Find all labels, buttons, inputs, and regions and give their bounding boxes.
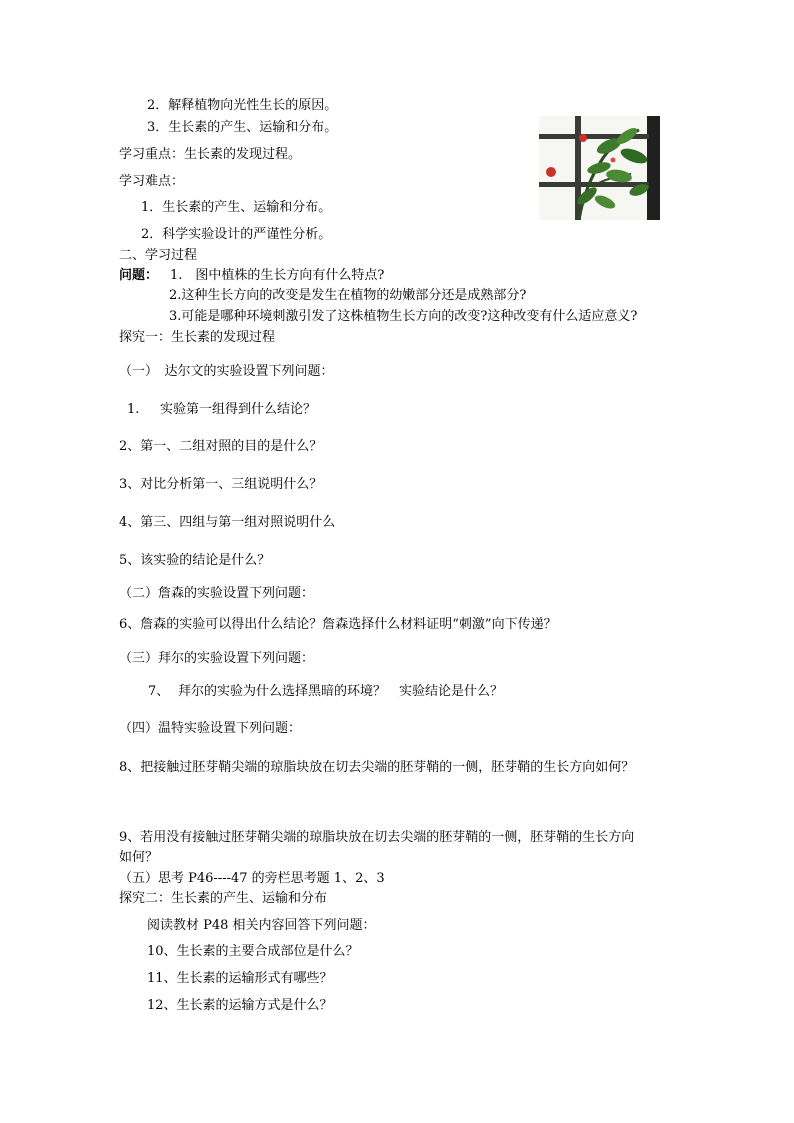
- darwin-question-5: 5、该实验的结论是什么？: [119, 553, 271, 568]
- difficulty-item-1: 1．生长素的产生、运输和分布。: [141, 200, 332, 215]
- question-9-line-2: 如何？: [119, 850, 159, 865]
- darwin-question-3: 3、对比分析第一、三组说明什么？: [119, 477, 323, 492]
- key-point: 学习重点：生长素的发现过程。: [119, 147, 302, 162]
- darwin-heading: （一） 达尔文的实验设置下列问题：: [119, 364, 334, 379]
- question-11: 11、生长素的运输形式有哪些？: [147, 971, 333, 986]
- question-6: 6、詹森的实验可以得出什么结论？詹森选择什么材料证明“刺激”向下传递？: [119, 617, 557, 632]
- darwin-question-2: 2、第一、二组对照的目的是什么？: [119, 439, 323, 454]
- section-2-title: 二、学习过程: [119, 248, 198, 263]
- went-heading: （四）温特实验设置下列问题：: [119, 721, 302, 736]
- plant-phototropism-photo: [539, 116, 660, 220]
- darwin-question-4: 4、第三、四组与第一组对照说明什么: [119, 515, 336, 530]
- explore-1-title: 探究一：生长素的发现过程: [119, 330, 276, 345]
- question-8: 8、把接触过胚芽鞘尖端的琼脂块放在切去尖端的胚芽鞘的一侧，胚芽鞘的生长方向如何？: [119, 760, 635, 775]
- question-label: 问题：: [119, 268, 159, 283]
- objective-item-3: 3．生长素的产生、运输和分布。: [147, 120, 338, 135]
- darwin-question-1-number: 1.: [127, 402, 140, 417]
- question-2: 2.这种生长方向的改变是发生在植物的幼嫩部分还是成熟部分?: [169, 288, 527, 303]
- question-7: 拜尔的实验为什么选择黑暗的环境？ 实验结论是什么？: [178, 684, 504, 699]
- question-9-line-1: 9、若用没有接触过胚芽鞘尖端的琼脂块放在切去尖端的胚芽鞘的一侧，胚芽鞘的生长方向: [119, 830, 635, 845]
- darwin-question-1: 实验第一组得到什么结论？: [160, 402, 317, 417]
- question-12: 12、生长素的运输方式是什么？: [147, 998, 333, 1013]
- difficulty-item-2: 2．科学实验设计的严谨性分析。: [141, 227, 332, 242]
- read-instruction: 阅读教材 P48 相关内容回答下列问题：: [147, 918, 376, 933]
- question-3: 3.可能是哪种环境刺激引发了这株植物生长方向的改变?这种改变有什么适应意义?: [169, 309, 638, 324]
- objective-item-2: 2．解释植物向光性生长的原因。: [147, 98, 338, 113]
- think-heading: （五）思考 P46----47 的旁栏思考题 1、2、3: [119, 871, 385, 886]
- question-1: 1. 图中植株的生长方向有什么特点?: [170, 268, 385, 283]
- difficulty-title: 学习难点：: [119, 174, 185, 189]
- question-10: 10、生长素的主要合成部位是什么？: [147, 944, 359, 959]
- paal-heading: （三）拜尔的实验设置下列问题：: [119, 651, 315, 666]
- question-7-number: 7、: [148, 684, 170, 699]
- explore-2-title: 探究二：生长素的产生、运输和分布: [119, 891, 328, 906]
- jensen-heading: （二）詹森的实验设置下列问题：: [119, 586, 315, 601]
- plant-illustration: [539, 116, 660, 220]
